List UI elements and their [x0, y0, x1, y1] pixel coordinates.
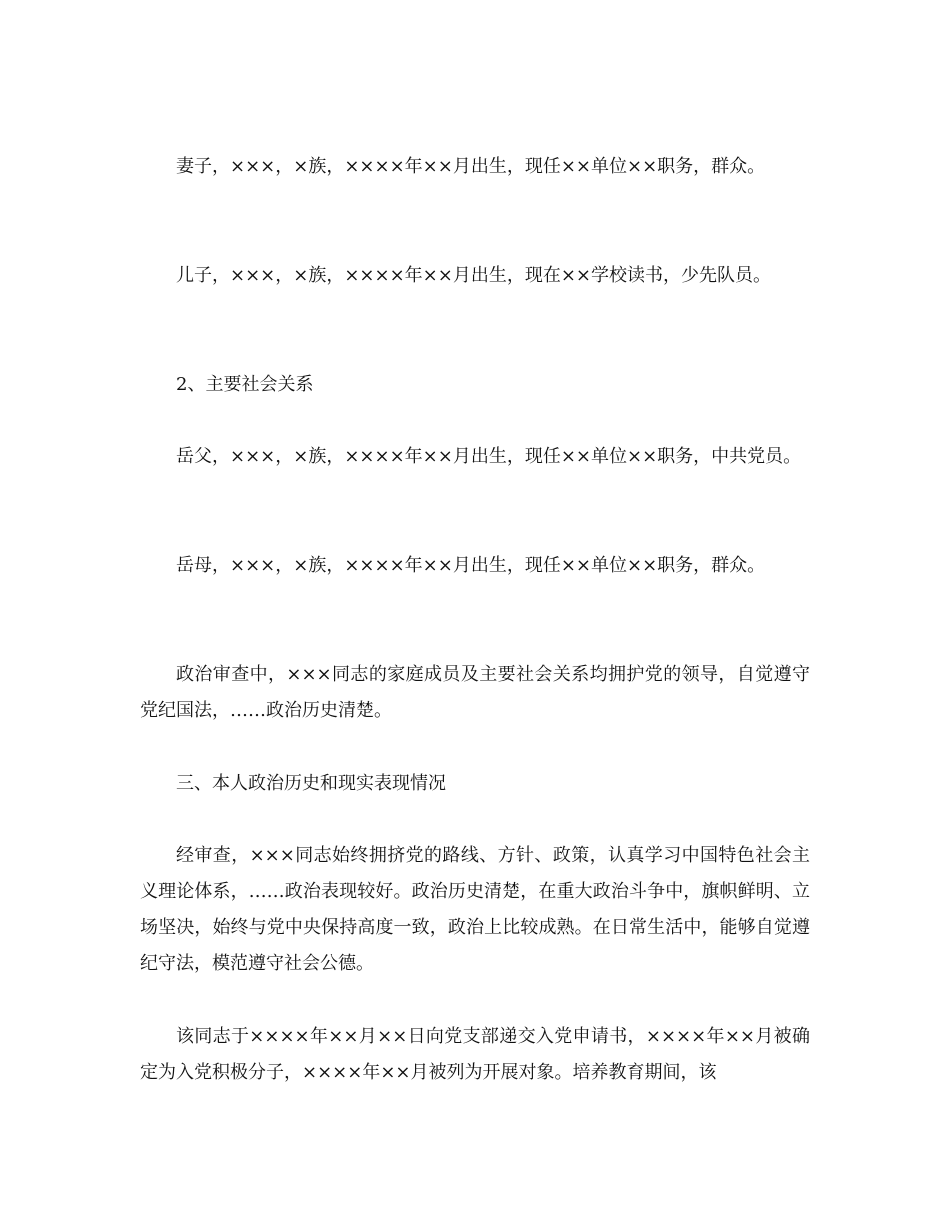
paragraph-application-history: 该同志于××××年××月××日向党支部递交入党申请书，××××年××月被确定为入党积极分子，××××年××月被列为开展对象。培养教育期间，该	[140, 1026, 810, 1083]
paragraph-father-in-law: 岳父，×××，×族，××××年××月出生，现任××单位××职务，中共党员。	[176, 446, 802, 467]
paragraph-political-review: 政治审查中，×××同志的家庭成员及主要社会关系均拥护党的领导，自觉遵守党纪国法，……政治历史清楚。	[140, 664, 810, 721]
paragraph-son: 儿子，×××，×族，××××年××月出生，现在××学校读书，少先队员。	[176, 265, 771, 286]
paragraph-wife: 妻子，×××，×族，××××年××月出生，现任××单位××职务，群众。	[176, 156, 766, 177]
section-heading-social-relations: 2、主要社会关系	[176, 374, 314, 395]
section-heading-political-history: 三、本人政治历史和现实表现情况	[176, 773, 446, 794]
paragraph-mother-in-law: 岳母，×××，×族，××××年××月出生，现任××单位××职务，群众。	[176, 555, 766, 576]
paragraph-review-findings: 经审查，×××同志始终拥挤党的路线、方针、政策，认真学习中国特色社会主义理论体系，……政治表现较好。政治历史清楚，在重大政治斗争中，旗帜鲜明、立场坚决，始终与党中央保持高度一致，政治上比较成熟。在日常生活中，能够自觉遵纪守法，模范遵守社会公德。	[140, 845, 810, 974]
